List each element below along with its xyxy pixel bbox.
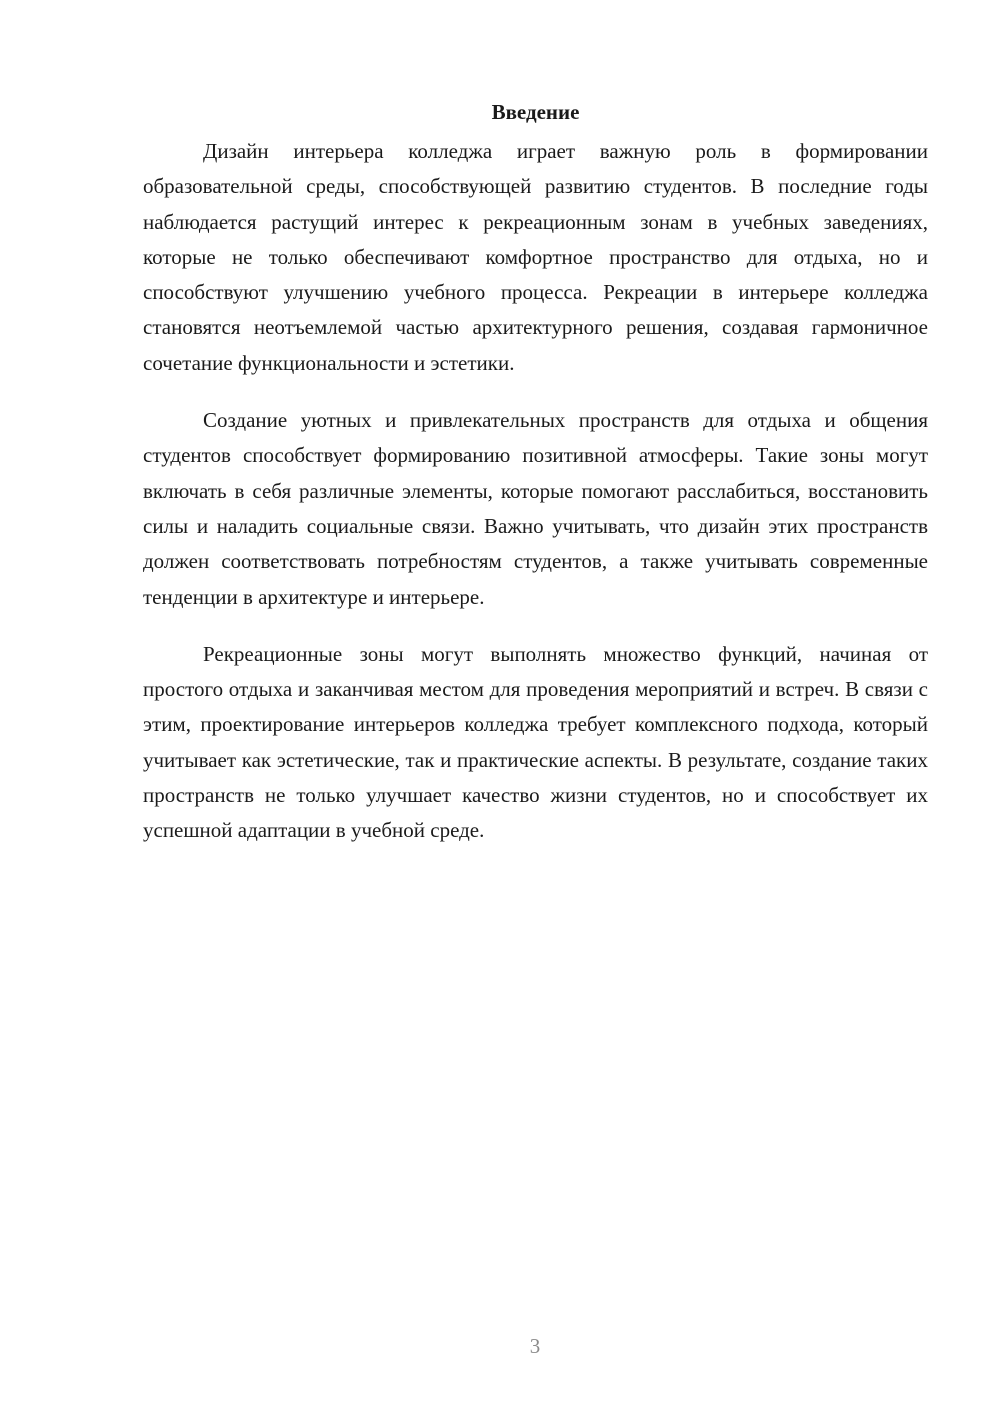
- page-content: [143, 96, 928, 871]
- paragraph-2: Создание уютных и привлекательных пространств для отдыха и общения студентов способствует формированию позитивной атмосферы. Такие зоны могут включать в себя различные элементы, которые помогают расслабиться, восстановить силы и наладить социальные связи. Важно учитывать, что дизайн этих пространств должен соответствовать потребностям студентов, а также учитывать современные тенденции в архитектуре и интерьере.: [143, 408, 928, 609]
- paragraph-3: Рекреационные зоны могут выполнять множество функций, начиная от простого отдыха и заканчивая местом для проведения мероприятий и встреч. В связи с этим, проектирование интерьеров колледжа требует комплексного подхода, который учитывает как эстетические, так и практические аспекты. В результате, создание таких пространств не только улучшает качество жизни студентов, но и способствует их успешной адаптации в учебной среде.: [143, 641, 928, 843]
- paragraph-1: Дизайн интерьера колледжа играет важную роль в формировании образовательной среды, способствующей развитию студентов. В последние годы наблюдается растущий интерес к рекреационным зонам в учебных заведениях, которые не только обеспечивают комфортное пространство для отдыха, но и способствуют улучшению учебного процесса. Рекреации в интерьере колледжа становятся неотъемлемой частью архитектурного решения, создавая гармоничное сочетание функциональности и эстетики.: [143, 139, 928, 375]
- page-number: 3: [529, 1334, 541, 1358]
- page-title: Введение: [491, 100, 580, 124]
